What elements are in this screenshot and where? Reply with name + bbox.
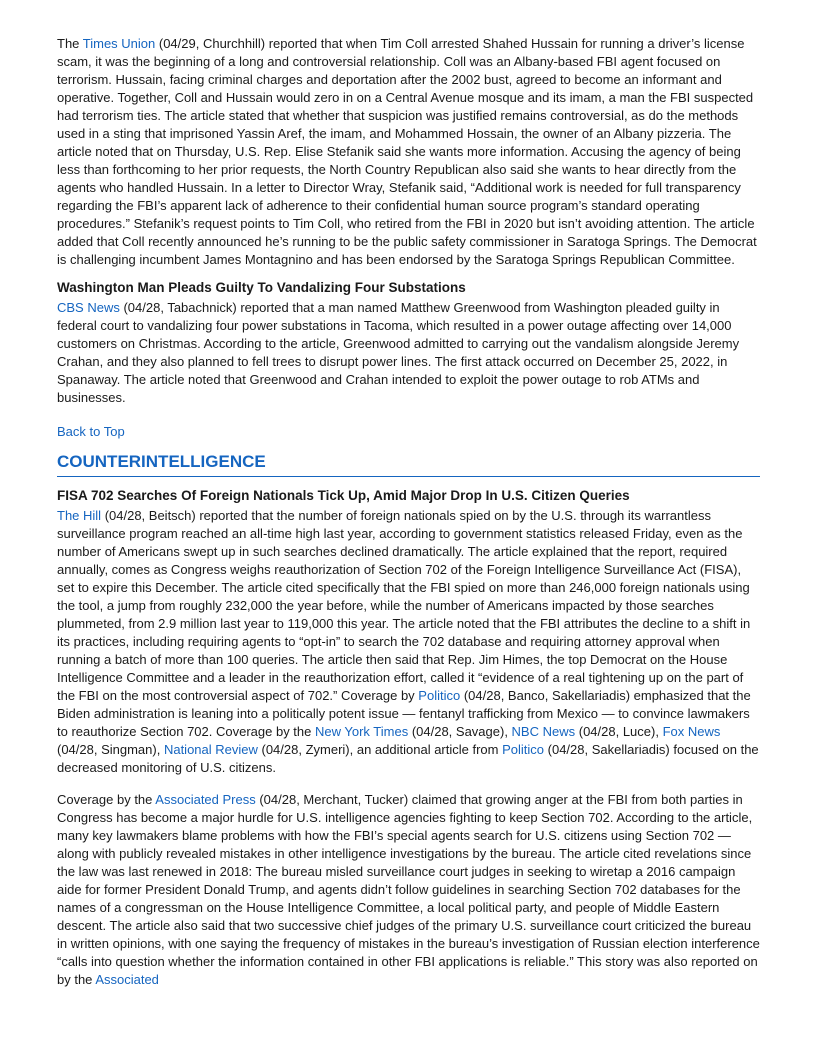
article-meta: (04/29, Churchhill): [155, 36, 269, 51]
article-body: (04/28, Savage),: [408, 724, 512, 739]
source-link-associated-press[interactable]: Associated Press: [155, 792, 256, 807]
article-body: (04/28, Beitsch) reported that the number of foreign nationals spied on by the U.S. through its warrantless surveillance program reached an all-time high last year, according to government statistics released Friday, even as the number of Americans swept up in such searches declined dramatically. The article explained that the report, required annually, comes as Congress weighs reauthorization of Section 702 of the Foreign Intelligence Surveillance Act (FISA), set to expire this December. The article cited specifically that the FBI spied on more than 246,000 foreign nationals using the tool, a jump from roughly 232,000 the year before, while the number of Americans impacted by those searches plummeted, from 2.9 million last year to 119,000 this year. The article noted that the FBI attributes the decline to a shift in its practices, including requiring agents to “opt-in” to search the 702 database and requiring attorney approval when running a batch of more than 100 queries. The article then said that Rep. Jim Himes, the top Democrat on the House Intelligence Committee and a leader in the reauthorization effort, called it “evidence of a real tightening up on the part of the FBI on the most controversial aspect of 702.” Coverage by: [57, 508, 751, 703]
source-link-times-union[interactable]: Times Union: [82, 36, 156, 51]
source-link-fox-news[interactable]: Fox News: [662, 724, 721, 739]
source-link-cbs-news[interactable]: CBS News: [57, 300, 120, 315]
article-body: (04/28, Singman),: [57, 742, 164, 757]
article-the-hill: [57, 507, 760, 777]
source-link-new-york-times[interactable]: New York Times: [315, 724, 409, 739]
article-cbs-news: [57, 299, 760, 407]
article-body: reported that when Tim Coll arrested Shahed Hussain for running a driver’s license scam, it was the beginning of a long and controversial relationship. Coll was an Albany-based FBI agent focused on terrorism. Hussain, facing criminal charges and deportation after the 2002 bust, agreed to become an informant and operative. Together, Coll and Hussain would zero in on a Central Avenue mosque and its imam, a man the FBI suspected had terrorism ties. The article stated that whether that suspicion was justified remains controversial, as do the methods used in a sting that imprisoned Yassin Aref, the imam, and Mohammed Hossain, the owner of an Albany pizzeria. The article noted that on Thursday, U.S. Rep. Elise Stefanik said she wants more information. Accusing the agency of being less than forthcoming to her prior requests, the North Country Republican also said she wants to hear directly from the agents who handled Hussain. In a letter to Director Wray, Stefanik said, “Additional work is needed for full transparency regarding the FBI’s apparent lack of adherence to their confidential human source program’s standard operating procedures.” Stefanik’s request points to Tim Coll, who retired from the FBI in 2020 but isn’t avoiding attention. The article added that Coll recently announced he’s running to be the public safety commissioner in Saratoga Springs. The Democrat is challenging incumbent James Montagnino and has been endorsed by the Saratoga Springs Republican Committee.: [57, 36, 757, 267]
section-title-counterintelligence: COUNTERINTELLIGENCE: [57, 451, 760, 477]
article-body: reported that a man named Matthew Greenwood from Washington pleaded guilty in federal court to vandalizing four power substations in Tacoma, which resulted in a power outage affecting over 14,000 customers on Christmas. According to the article, Greenwood admitted to carrying out the vandalism alongside Jeremy Crahan, and they also planned to fell trees to disrupt power lines. The first attack occurred on December 25, 2022, in Spanaway. The article noted that Greenwood and Crahan intended to exploit the power outage to rob ATMs and businesses.: [57, 300, 740, 405]
article-body: (04/28, Merchant, Tucker) claimed that growing anger at the FBI from both parties in Congress has become a major hurdle for U.S. intelligence agencies fighting to keep Section 702. According to the article, many key lawmakers blame problems with how the FBI’s special agents search for U.S. citizens using Section 702 — along with publicly revealed mistakes in other intelligence investigations by the bureau. The article cited revelations since the law was last renewed in 2018: The bureau misled surveillance court judges in seeking to wiretap a 2016 campaign aide for former President Donald Trump, and agents didn’t follow guidelines in searching Section 702 databases for the names of a congressman on the House Intelligence Committee, a local political party, and people of Middle Eastern descent. The article also said that two successive chief judges of the primary U.S. surveillance court criticized the bureau in written opinions, with one saying the frequency of mistakes in the bureau’s investigation of Russian election interference “calls into question whether the information contained in other FBI applications is reliable.” This story was also reported on by the: [57, 792, 760, 987]
article-times-union: The Times Union (04/29, Churchhill) reported that when Tim Coll arrested Shahed Hussain for running a driver’s license scam, it was the beginning of a long and controversial relationship. Coll was an Albany-based FBI agent focused on terrorism. Hussain, facing criminal charges and deportation after the 2002 bust, agreed to become an informant and operative. Together, Coll and Hussain would zero in on a Central Avenue mosque and its imam, a man the FBI suspected had terrorism ties. The article stated that whether that suspicion was justified remains controversial, as do the methods used in a sting that imprisoned Yassin Aref, the imam, and Mohammed Hossain, the owner of an Albany pizzeria. The article noted that on Thursday, U.S. Rep. Elise Stefanik said she wants more information. Accusing the agency of being less than forthcoming to her prior requests, the North Country Republican also said she wants to hear directly from the agents who handled Hussain. In a letter to Director Wray, Stefanik said, “Additional work is needed for full transparency regarding the FBI’s apparent lack of adherence to their confidential human source program’s standard operating procedures.” Stefanik’s request points to Tim Coll, who retired from the FBI in 2020 but isn’t avoiding attention. The article added that Coll recently announced he’s running to be the public safety commissioner in Saratoga Springs. The Democrat is challenging incumbent James Montagnino and has been endorsed by the Saratoga Springs Republican Committee.: [57, 36, 757, 267]
source-link-nbc-news[interactable]: NBC News: [511, 724, 576, 739]
source-link-national-review[interactable]: National Review: [163, 742, 258, 757]
headline-fisa-702: FISA 702 Searches Of Foreign Nationals Tick Up, Amid Major Drop In U.S. Citizen Queries: [57, 488, 630, 503]
source-link-politico[interactable]: Politico: [418, 688, 461, 703]
article-meta: (04/28, Tabachnick): [119, 300, 241, 315]
article-body: (04/28, Sakellariadis) focused on the decreased monitoring of U.S. citizens.: [57, 742, 759, 775]
headline-substations: Washington Man Pleads Guilty To Vandalizing Four Substations: [57, 280, 466, 295]
source-link-associated-press-2[interactable]: Associated: [95, 972, 159, 987]
source-link-the-hill[interactable]: The Hill: [57, 508, 102, 523]
document-page: [57, 35, 760, 1003]
article-body: (04/28, Zymeri), an additional article from: [257, 742, 503, 757]
article-associated-press: [57, 791, 760, 989]
article-body: (04/28, Banco, Sakellariadis) emphasized that the Biden administration is leaning into a politically potent issue — fentanyl trafficking from Mexico — to convince lawmakers to reauthorize Section 702. Coverage by the: [57, 688, 751, 739]
article-body: Coverage by the: [57, 792, 156, 807]
back-to-top-link[interactable]: Back to Top: [57, 424, 125, 439]
article-body: (04/28, Luce),: [575, 724, 663, 739]
source-link-politico-2[interactable]: Politico: [502, 742, 545, 757]
